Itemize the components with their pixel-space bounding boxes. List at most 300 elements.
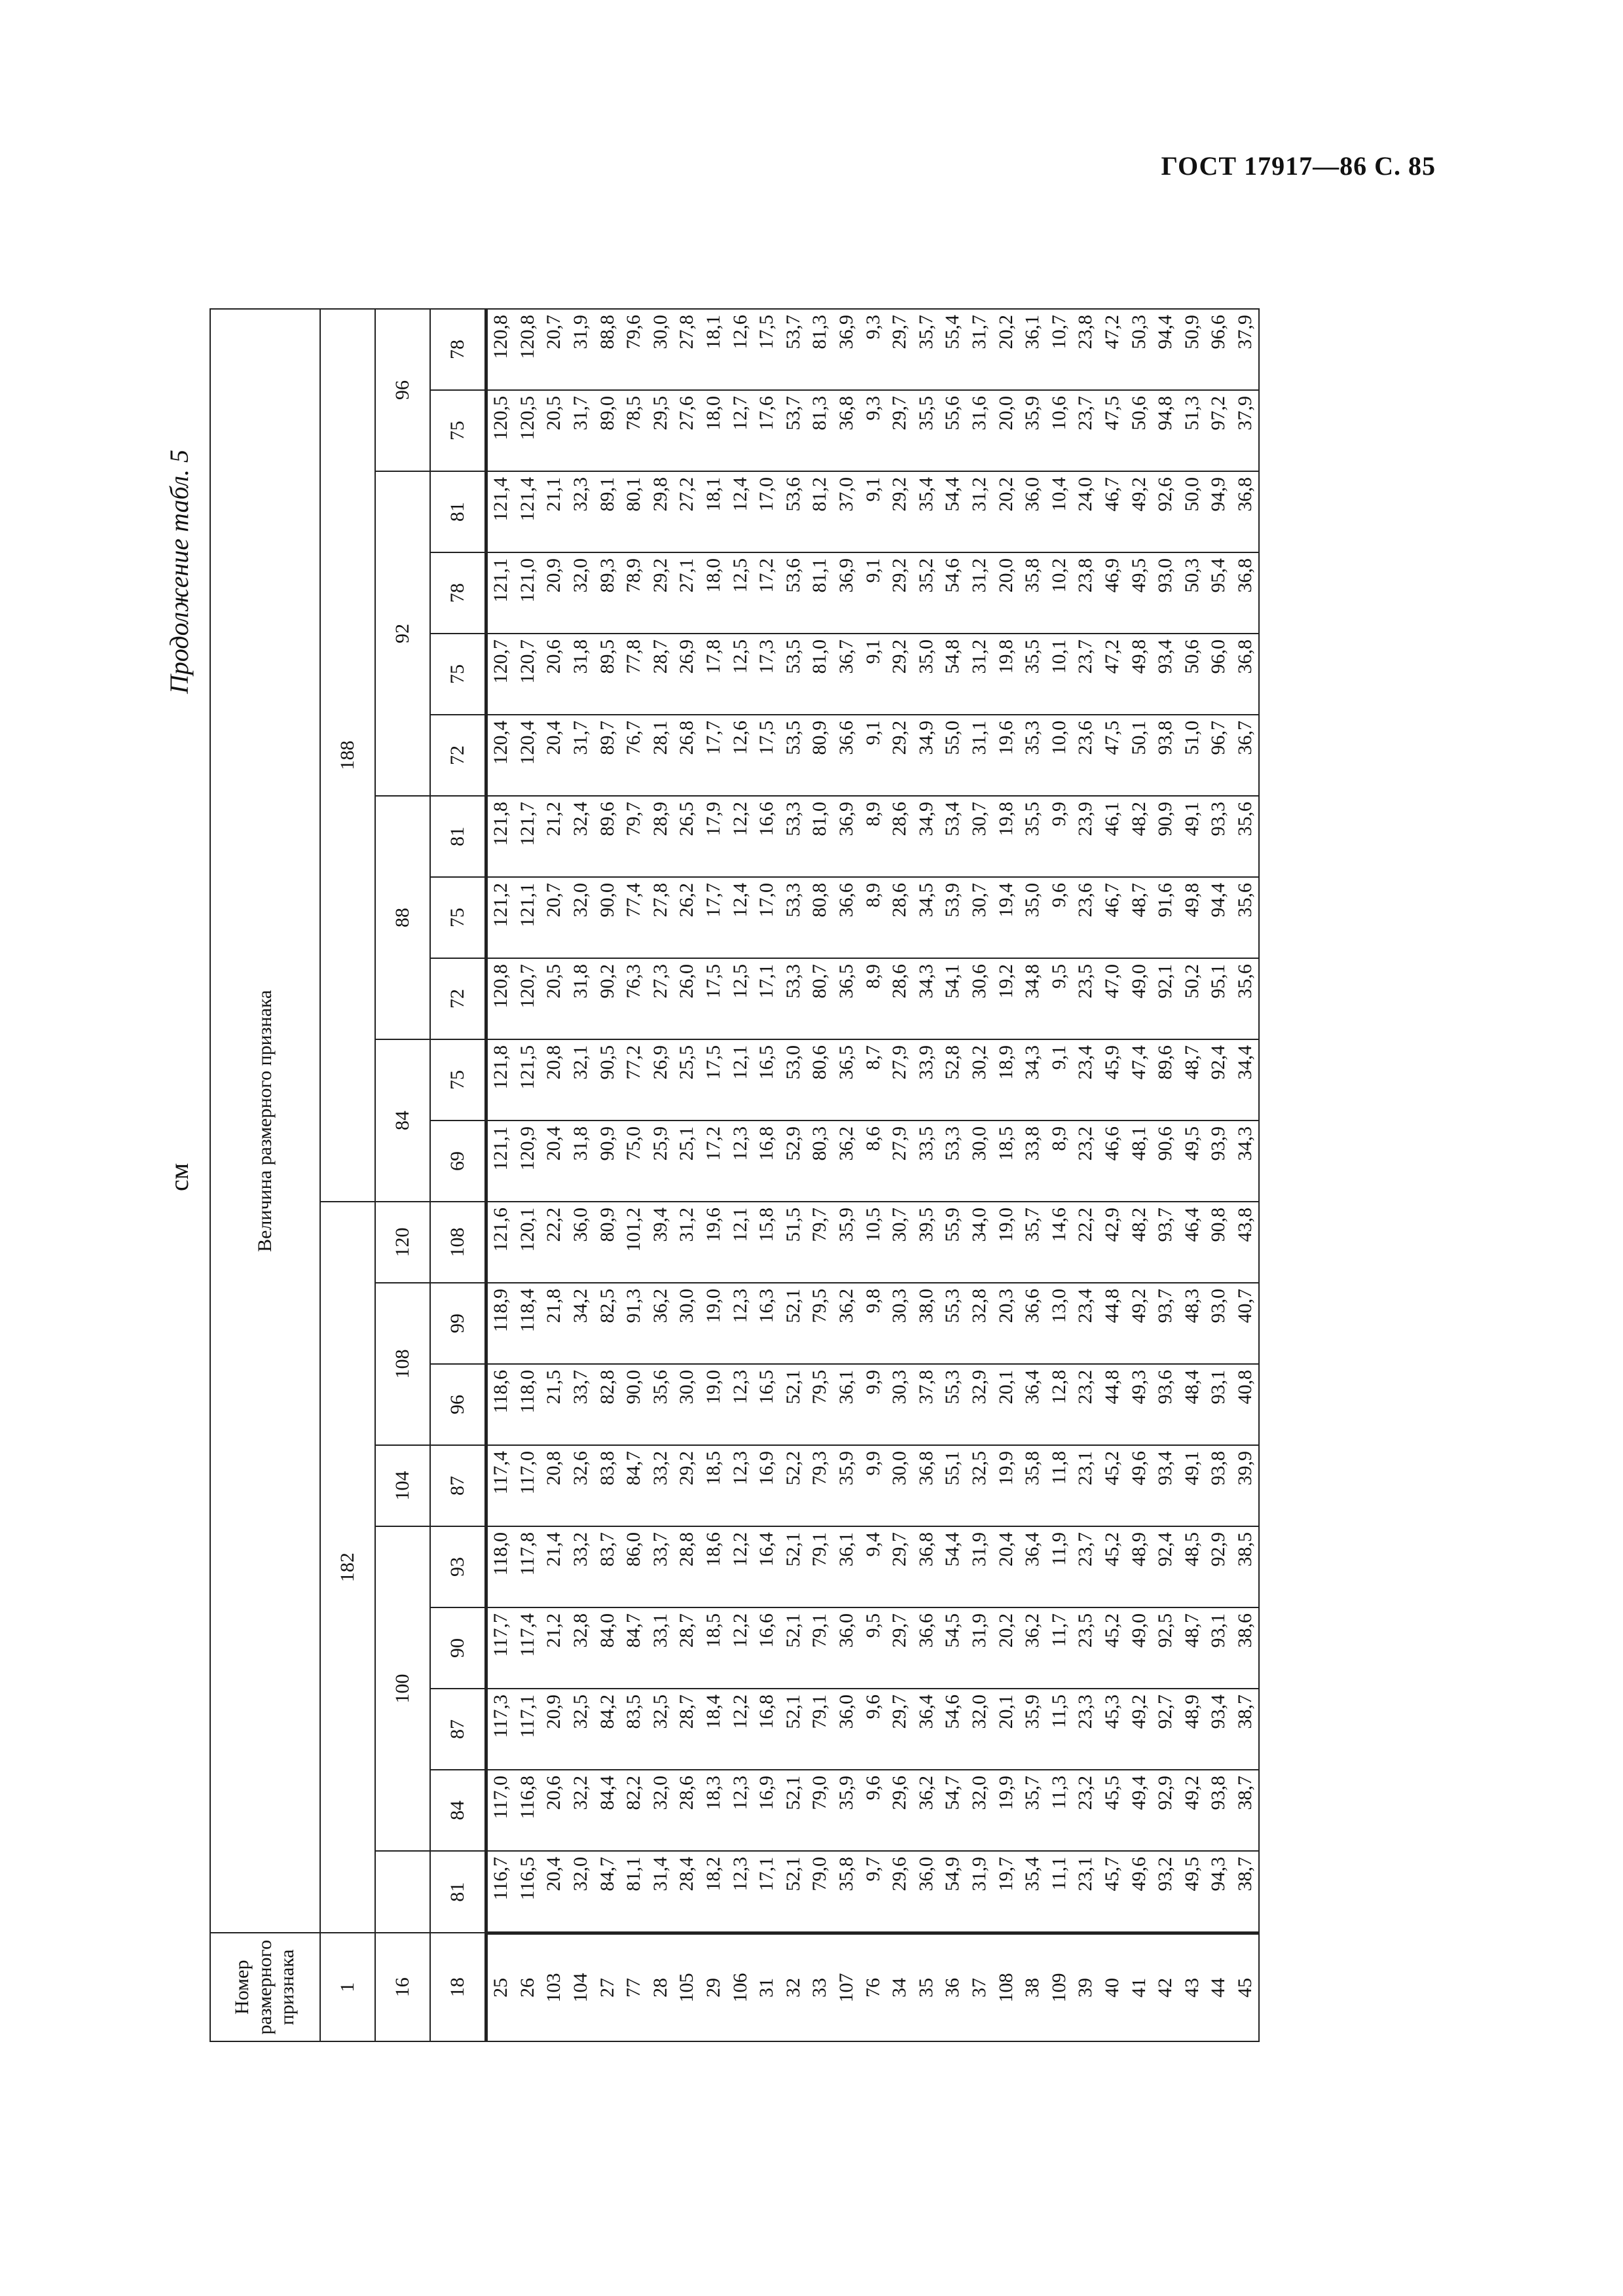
chest-group-header: 84 (375, 1039, 430, 1202)
row-feature-number: 25 (486, 1933, 515, 2042)
table-cell: 84,7 (621, 1607, 647, 1689)
table-cell: 53,3 (780, 877, 807, 958)
table-cell: 25,9 (647, 1121, 674, 1202)
table-cell: 49,2 (1125, 471, 1152, 552)
table-cell: 19,9 (993, 1445, 1019, 1526)
table-cell: 93,0 (1205, 1283, 1232, 1364)
table-row (1099, 309, 1126, 2041)
table-cell: 79,3 (807, 1445, 833, 1526)
table-cell: 54,6 (939, 1689, 966, 1770)
table-cell: 95,4 (1205, 552, 1232, 634)
table-cell: 29,8 (647, 471, 674, 552)
table-cell: 81,2 (807, 471, 833, 552)
table-cell: 81,3 (807, 390, 833, 471)
table-cell: 36,8 (913, 1526, 940, 1607)
waist-column-header: 96 (430, 1364, 486, 1445)
table-row (621, 309, 647, 2041)
table-cell: 8,9 (860, 796, 886, 877)
table-cell: 17,7 (701, 877, 727, 958)
table-cell: 118,6 (486, 1364, 515, 1445)
table-cell: 53,3 (939, 1121, 966, 1202)
table-cell: 92,4 (1152, 1526, 1179, 1607)
table-cell: 94,8 (1152, 390, 1179, 471)
table-cell: 12,5 (727, 634, 754, 715)
table-cell: 50,6 (1178, 634, 1205, 715)
table-cell: 45,2 (1099, 1445, 1126, 1526)
table-cell: 34,5 (913, 877, 940, 958)
table-cell: 29,7 (886, 309, 913, 390)
table-cell: 82,2 (621, 1770, 647, 1851)
table-cell: 26,8 (674, 715, 701, 796)
table-cell: 17,8 (701, 634, 727, 715)
table-cell: 49,4 (1125, 1770, 1152, 1851)
table-cell: 12,5 (727, 958, 754, 1039)
row-feature-number: 29 (701, 1933, 727, 2042)
row-feature-number: 38 (1019, 1933, 1046, 2042)
table-cell: 12,6 (727, 309, 754, 390)
table-cell: 20,5 (541, 390, 568, 471)
table-cell: 89,3 (594, 552, 621, 634)
table-cell: 9,9 (1046, 796, 1072, 877)
table-cell: 31,8 (568, 634, 594, 715)
table-cell: 52,1 (780, 1283, 807, 1364)
height-group-header: 182 (320, 1202, 375, 1933)
chest-group-header: 104 (375, 1445, 430, 1526)
table-cell: 25,1 (674, 1121, 701, 1202)
rotated-table-frame (164, 209, 1473, 2042)
table-cell: 28,7 (674, 1607, 701, 1689)
table-cell: 120,8 (515, 309, 541, 390)
table-cell: 120,4 (486, 715, 515, 796)
table-cell: 53,7 (780, 309, 807, 390)
table-cell: 19,9 (993, 1770, 1019, 1851)
table-cell: 12,6 (727, 715, 754, 796)
table-cell: 27,9 (886, 1039, 913, 1121)
table-cell: 35,6 (1232, 796, 1260, 877)
table-cell: 121,8 (486, 1039, 515, 1121)
chest-group-header: 108 (375, 1283, 430, 1445)
table-cell: 80,8 (807, 877, 833, 958)
table-row (727, 309, 754, 2041)
table-cell: 55,0 (939, 715, 966, 796)
table-cell: 36,6 (833, 715, 860, 796)
table-cell: 32,3 (568, 471, 594, 552)
table-cell: 54,4 (939, 471, 966, 552)
table-cell: 36,8 (1232, 552, 1260, 634)
table-cell: 77,4 (621, 877, 647, 958)
table-cell: 30,2 (966, 1039, 993, 1121)
table-cell: 84,7 (594, 1851, 621, 1933)
table-cell: 49,6 (1125, 1445, 1152, 1526)
table-cell: 53,7 (780, 390, 807, 471)
table-cell: 89,5 (594, 634, 621, 715)
row-feature-number: 43 (1178, 1933, 1205, 2042)
table-cell: 28,8 (674, 1526, 701, 1607)
table-cell: 48,5 (1178, 1526, 1205, 1607)
table-cell: 39,4 (647, 1202, 674, 1283)
table-cell: 36,8 (833, 390, 860, 471)
table-cell: 50,9 (1178, 309, 1205, 390)
table-cell: 20,0 (993, 552, 1019, 634)
waist-column-header: 99 (430, 1283, 486, 1364)
table-cell: 30,3 (886, 1364, 913, 1445)
table-cell: 27,9 (886, 1121, 913, 1202)
table-cell: 117,0 (515, 1445, 541, 1526)
table-cell: 31,9 (966, 1526, 993, 1607)
table-cell: 35,5 (1019, 796, 1046, 877)
table-cell: 47,5 (1099, 390, 1126, 471)
waist-column-header: 93 (430, 1526, 486, 1607)
table-row (594, 309, 621, 2041)
table-cell: 48,9 (1178, 1689, 1205, 1770)
table-cell: 36,8 (1232, 634, 1260, 715)
table-cell: 47,5 (1099, 715, 1126, 796)
row-feature-number: 44 (1205, 1933, 1232, 2042)
table-cell: 39,5 (913, 1202, 940, 1283)
chest-group-header: 96 (375, 309, 430, 471)
row-label-1: 1 (320, 1933, 375, 2042)
table-cell: 32,4 (568, 796, 594, 877)
table-cell: 88,8 (594, 309, 621, 390)
table-row (993, 309, 1019, 2041)
table-cell: 91,3 (621, 1283, 647, 1364)
table-cell: 23,8 (1072, 309, 1099, 390)
chest-group-header-blank (375, 1851, 430, 1933)
table-cell: 77,2 (621, 1039, 647, 1121)
row-feature-number: 40 (1099, 1933, 1126, 2042)
table-cell: 96,7 (1205, 715, 1232, 796)
table-cell: 53,9 (939, 877, 966, 958)
table-cell: 49,8 (1178, 877, 1205, 958)
table-cell: 19,6 (701, 1202, 727, 1283)
table-cell: 19,6 (993, 715, 1019, 796)
table-cell: 17,5 (754, 309, 780, 390)
table-cell: 9,1 (860, 715, 886, 796)
table-cell: 19,4 (993, 877, 1019, 958)
table-row (647, 309, 674, 2041)
table-cell: 46,6 (1099, 1121, 1126, 1202)
table-cell: 17,2 (754, 552, 780, 634)
table-cell: 23,6 (1072, 877, 1099, 958)
table-cell: 35,9 (833, 1445, 860, 1526)
table-cell: 35,5 (1019, 634, 1046, 715)
measurement-table (210, 308, 1260, 2042)
table-cell: 9,3 (860, 390, 886, 471)
table-cell: 120,1 (515, 1202, 541, 1283)
table-cell: 31,7 (568, 715, 594, 796)
table-row (568, 309, 594, 2041)
waist-column-header: 78 (430, 552, 486, 634)
table-cell: 23,4 (1072, 1283, 1099, 1364)
table-cell: 21,1 (541, 471, 568, 552)
table-cell: 20,2 (993, 309, 1019, 390)
table-cell: 121,4 (515, 471, 541, 552)
table-cell: 30,7 (886, 1202, 913, 1283)
table-cell: 30,0 (966, 1121, 993, 1202)
table-cell: 26,0 (674, 958, 701, 1039)
table-cell: 80,9 (807, 715, 833, 796)
table-cell: 36,0 (568, 1202, 594, 1283)
table-cell: 93,4 (1205, 1689, 1232, 1770)
table-cell: 36,4 (913, 1689, 940, 1770)
table-cell: 49,1 (1178, 1445, 1205, 1526)
table-cell: 20,1 (993, 1364, 1019, 1445)
row-feature-number: 42 (1152, 1933, 1179, 2042)
table-cell: 8,9 (860, 958, 886, 1039)
table-cell: 90,5 (594, 1039, 621, 1121)
table-cell: 31,2 (966, 552, 993, 634)
table-cell: 28,1 (647, 715, 674, 796)
table-cell: 31,1 (966, 715, 993, 796)
table-cell: 93,3 (1205, 796, 1232, 877)
table-cell: 9,1 (1046, 1039, 1072, 1121)
table-cell: 52,1 (780, 1526, 807, 1607)
table-cell: 21,2 (541, 1607, 568, 1689)
table-cell: 50,6 (1125, 390, 1152, 471)
table-cell: 48,2 (1125, 1202, 1152, 1283)
table-cell: 49,2 (1125, 1283, 1152, 1364)
table-cell: 23,7 (1072, 634, 1099, 715)
table-cell: 24,0 (1072, 471, 1099, 552)
table-cell: 17,6 (754, 390, 780, 471)
table-cell: 32,1 (568, 1039, 594, 1121)
table-cell: 12,2 (727, 1689, 754, 1770)
table-cell: 9,6 (860, 1689, 886, 1770)
table-cell: 81,0 (807, 796, 833, 877)
row-feature-number: 34 (886, 1933, 913, 2042)
table-cell: 51,0 (1178, 715, 1205, 796)
table-cell: 80,3 (807, 1121, 833, 1202)
table-cell: 33,1 (647, 1607, 674, 1689)
table-cell: 120,5 (486, 390, 515, 471)
table-cell: 75,0 (621, 1121, 647, 1202)
waist-column-header: 90 (430, 1607, 486, 1689)
table-cell: 53,3 (780, 796, 807, 877)
table-cell: 84,4 (594, 1770, 621, 1851)
waist-column-header: 81 (430, 796, 486, 877)
table-cell: 21,4 (541, 1526, 568, 1607)
row-feature-number: 39 (1072, 1933, 1099, 2042)
table-cell: 30,3 (886, 1283, 913, 1364)
row-feature-number: 27 (594, 1933, 621, 2042)
table-cell: 32,5 (966, 1445, 993, 1526)
table-cell: 31,9 (966, 1607, 993, 1689)
table-cell: 92,9 (1205, 1526, 1232, 1607)
table-cell: 31,2 (966, 471, 993, 552)
table-cell: 32,0 (647, 1770, 674, 1851)
table-cell: 94,9 (1205, 471, 1232, 552)
table-cell: 21,2 (541, 796, 568, 877)
table-cell: 13,0 (1046, 1283, 1072, 1364)
table-cell: 48,1 (1125, 1121, 1152, 1202)
table-cell: 36,4 (1019, 1526, 1046, 1607)
table-cell: 49,0 (1125, 1607, 1152, 1689)
row-feature-number: 105 (674, 1933, 701, 2042)
table-cell: 19,8 (993, 634, 1019, 715)
table-cell: 17,3 (754, 634, 780, 715)
table-cell: 50,0 (1178, 471, 1205, 552)
table-cell: 76,3 (621, 958, 647, 1039)
table-cell: 18,9 (993, 1039, 1019, 1121)
table-cell: 79,0 (807, 1851, 833, 1933)
table-cell: 20,6 (541, 1770, 568, 1851)
table-cell: 29,5 (647, 390, 674, 471)
table-cell: 93,4 (1152, 634, 1179, 715)
table-cell: 27,6 (674, 390, 701, 471)
table-cell: 120,8 (486, 958, 515, 1039)
table-cell: 55,1 (939, 1445, 966, 1526)
table-cell: 82,5 (594, 1283, 621, 1364)
table-cell: 92,4 (1205, 1039, 1232, 1121)
table-cell: 89,0 (594, 390, 621, 471)
table-cell: 35,7 (1019, 1770, 1046, 1851)
waist-column-header: 78 (430, 309, 486, 390)
table-cell: 40,7 (1232, 1283, 1260, 1364)
waist-column-header: 72 (430, 715, 486, 796)
table-cell: 121,2 (486, 877, 515, 958)
table-cell: 28,9 (647, 796, 674, 877)
table-cell: 36,7 (833, 634, 860, 715)
table-cell: 29,2 (886, 715, 913, 796)
table-cell: 52,9 (780, 1121, 807, 1202)
table-cell: 36,0 (1019, 471, 1046, 552)
table-cell: 35,5 (913, 390, 940, 471)
header-value-text: Величина размерного признака (253, 990, 276, 1252)
table-cell: 12,3 (727, 1851, 754, 1933)
table-row (1019, 309, 1046, 2041)
row-feature-number: 106 (727, 1933, 754, 2042)
table-cell: 52,1 (780, 1607, 807, 1689)
table-cell: 38,7 (1232, 1689, 1260, 1770)
table-cell: 90,0 (594, 877, 621, 958)
table-cell: 17,0 (754, 471, 780, 552)
table-cell: 36,4 (1019, 1364, 1046, 1445)
table-cell: 93,8 (1152, 715, 1179, 796)
table-cell: 37,9 (1232, 390, 1260, 471)
table-cell: 52,1 (780, 1770, 807, 1851)
table-cell: 9,9 (860, 1445, 886, 1526)
table-cell: 78,5 (621, 390, 647, 471)
table-cell: 27,2 (674, 471, 701, 552)
unit-label: см (164, 1162, 194, 1191)
header-number-text: Номер размерного признака (231, 1939, 299, 2035)
table-cell: 90,2 (594, 958, 621, 1039)
table-cell: 18,0 (701, 390, 727, 471)
table-row (674, 309, 701, 2041)
waist-column-header: 72 (430, 958, 486, 1039)
table-cell: 8,6 (860, 1121, 886, 1202)
table-cell: 20,3 (993, 1283, 1019, 1364)
table-row (1072, 309, 1099, 2041)
table-cell: 23,5 (1072, 958, 1099, 1039)
row-feature-number: 45 (1232, 1933, 1260, 2042)
table-cell: 11,8 (1046, 1445, 1072, 1526)
table-cell: 45,2 (1099, 1526, 1126, 1607)
table-cell: 48,7 (1178, 1039, 1205, 1121)
table-cell: 36,2 (833, 1121, 860, 1202)
table-cell: 17,7 (701, 715, 727, 796)
waist-column-header: 75 (430, 877, 486, 958)
table-cell: 31,4 (647, 1851, 674, 1933)
table-cell: 23,2 (1072, 1770, 1099, 1851)
table-row (754, 309, 780, 2041)
table-cell: 12,7 (727, 390, 754, 471)
table-cell: 79,5 (807, 1283, 833, 1364)
table-cell: 117,8 (515, 1526, 541, 1607)
table-cell: 92,5 (1152, 1607, 1179, 1689)
table-cell: 49,0 (1125, 958, 1152, 1039)
table-cell: 19,2 (993, 958, 1019, 1039)
table-cell: 10,6 (1046, 390, 1072, 471)
table-cell: 38,7 (1232, 1851, 1260, 1933)
table-cell: 120,7 (515, 958, 541, 1039)
table-cell: 79,6 (621, 309, 647, 390)
table-row (780, 309, 807, 2041)
table-cell: 30,7 (966, 877, 993, 958)
table-cell: 27,8 (674, 309, 701, 390)
table-cell: 32,0 (568, 877, 594, 958)
table-cell: 48,7 (1125, 877, 1152, 958)
table-cell: 32,8 (966, 1283, 993, 1364)
table-cell: 51,5 (780, 1202, 807, 1283)
table-cell: 53,6 (780, 471, 807, 552)
table-row (541, 309, 568, 2041)
row-feature-number: 32 (780, 1933, 807, 2042)
table-cell: 45,3 (1099, 1689, 1126, 1770)
table-cell: 32,6 (568, 1445, 594, 1526)
table-cell: 29,2 (647, 552, 674, 634)
row-feature-number: 103 (541, 1933, 568, 2042)
table-cell: 93,0 (1152, 552, 1179, 634)
table-cell: 32,5 (647, 1689, 674, 1770)
table-cell: 33,2 (647, 1445, 674, 1526)
table-cell: 53,5 (780, 634, 807, 715)
table-cell: 36,2 (833, 1283, 860, 1364)
table-cell: 91,6 (1152, 877, 1179, 958)
table-cell: 34,3 (1019, 1039, 1046, 1121)
table-cell: 35,9 (833, 1202, 860, 1283)
table-cell: 23,3 (1072, 1689, 1099, 1770)
table-cell: 34,2 (568, 1283, 594, 1364)
table-cell: 19,0 (701, 1364, 727, 1445)
table-cell: 86,0 (621, 1526, 647, 1607)
table-row (913, 309, 940, 2041)
table-cell: 26,2 (674, 877, 701, 958)
table-cell: 49,3 (1125, 1364, 1152, 1445)
table-cell: 20,8 (541, 1039, 568, 1121)
table-cell: 36,6 (913, 1607, 940, 1689)
table-cell: 34,4 (1232, 1039, 1260, 1121)
table-cell: 33,2 (568, 1526, 594, 1607)
table-cell: 16,6 (754, 1607, 780, 1689)
table-cell: 9,6 (860, 1770, 886, 1851)
table-cell: 12,1 (727, 1039, 754, 1121)
table-cell: 54,8 (939, 634, 966, 715)
table-cell: 44,8 (1099, 1283, 1126, 1364)
table-cell: 82,8 (594, 1364, 621, 1445)
table-cell: 94,3 (1205, 1851, 1232, 1933)
table-cell: 29,7 (886, 1526, 913, 1607)
table-cell: 9,1 (860, 634, 886, 715)
table-cell: 117,0 (486, 1770, 515, 1851)
table-cell: 16,5 (754, 1364, 780, 1445)
table-cell: 11,3 (1046, 1770, 1072, 1851)
table-cell: 33,7 (647, 1526, 674, 1607)
table-cell: 47,4 (1125, 1039, 1152, 1121)
waist-column-header: 81 (430, 471, 486, 552)
row-feature-number: 109 (1046, 1933, 1072, 2042)
row-feature-number: 37 (966, 1933, 993, 2042)
